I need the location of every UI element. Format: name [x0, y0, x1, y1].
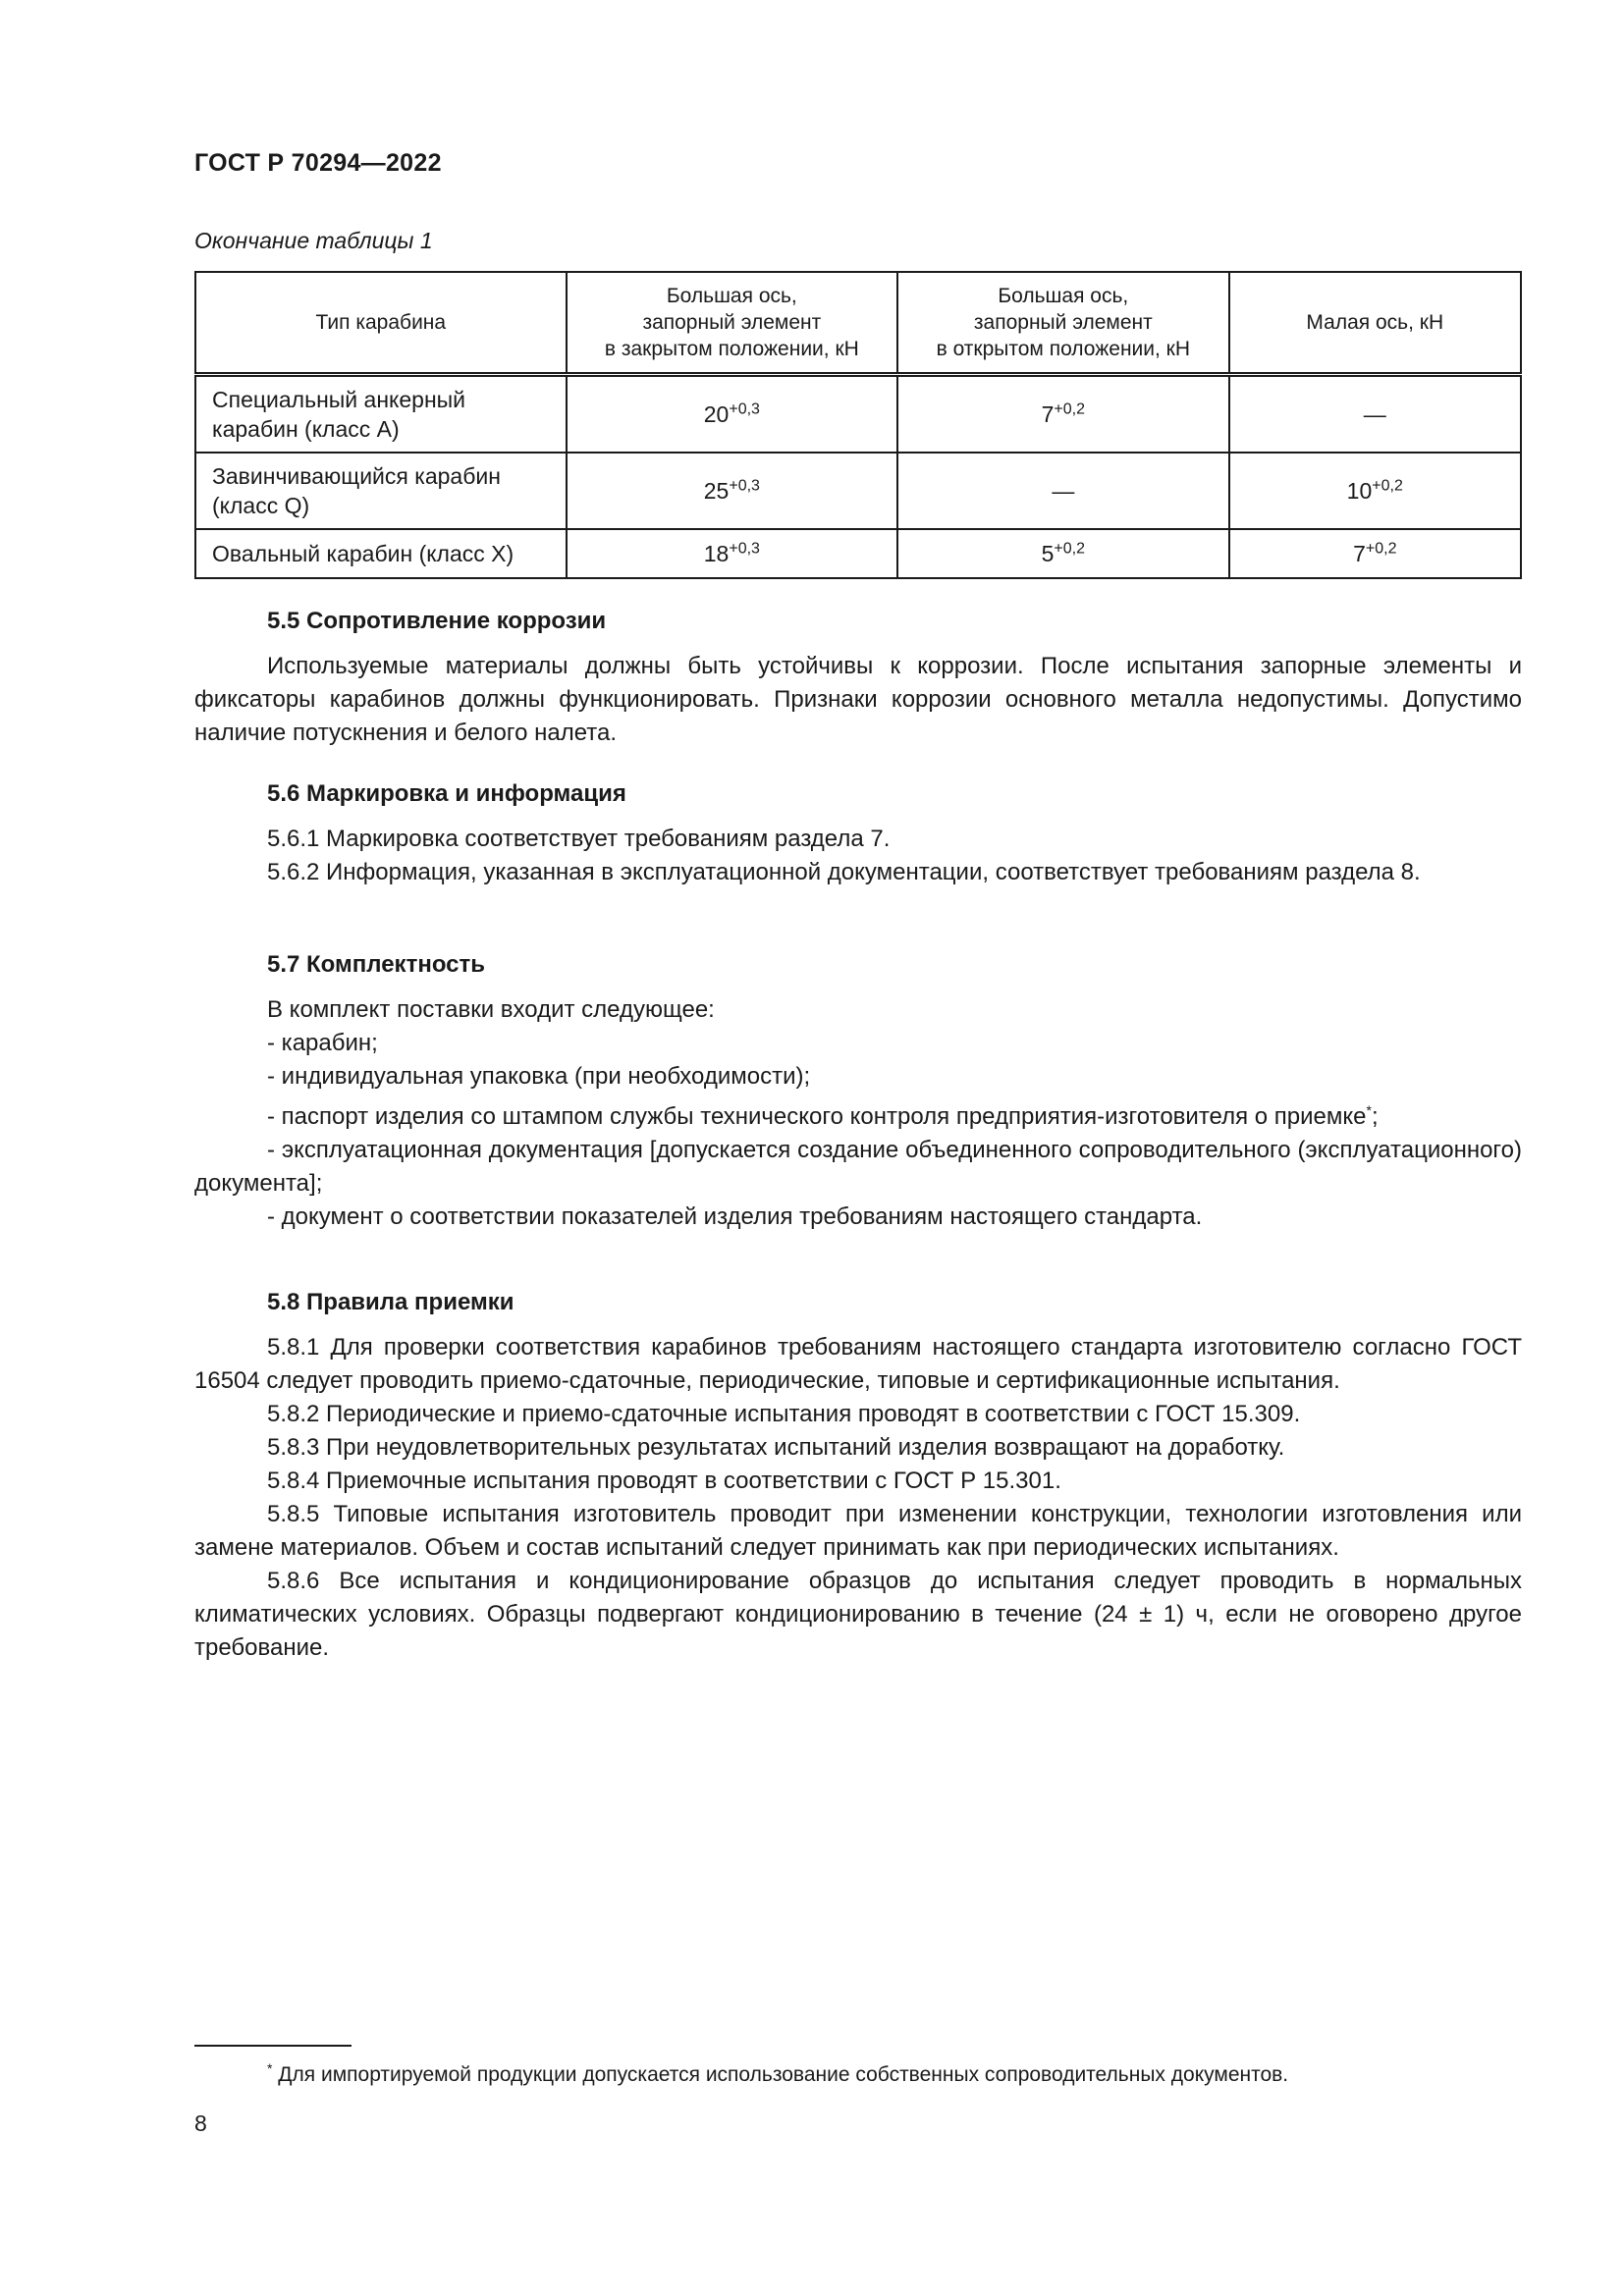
section-paragraph: 5.8.4 Приемочные испытания проводят в соответствии с ГОСТ Р 15.301. — [267, 1468, 1061, 1494]
cell-major-closed: $25^{+0,3}$ — [567, 453, 897, 529]
section-5-8 — [194, 1286, 1522, 1665]
cell-type: Завинчивающийся карабин (класс Q) — [195, 453, 567, 529]
page-number: 8 — [194, 2110, 207, 2136]
cell-type: Овальный карабин (класс X) — [195, 529, 567, 578]
cell-minor: — — [1229, 375, 1521, 454]
table-row — [195, 529, 1521, 578]
section-paragraph: 5.8.2 Периодические и приемо-сдаточные испытания проводят в соответствии с ГОСТ 15.309. — [267, 1401, 1301, 1427]
cell-major-closed: $18^{+0,3}$ — [567, 529, 897, 578]
list-item: - документ о соответствии показателей изделия требованиям настоящего стандарта. — [267, 1203, 1203, 1230]
cell-major-open: $5^{+0,2}$ — [897, 529, 1228, 578]
cell-minor: $7^{+0,2}$ — [1229, 529, 1521, 578]
section-5-7 — [194, 948, 1522, 1234]
footnote-reference: * — [1366, 1102, 1372, 1118]
footnote-mark: * — [267, 2060, 273, 2076]
section-paragraph: 5.8.1 Для проверки соответствия карабинов требованиям настоящего стандарта изготовителю согласно ГОСТ 16504 следует проводить приемо-сдаточные, периодические, типовые и сертификационные испытания. — [194, 1334, 1522, 1394]
footnote-divider — [194, 2045, 352, 2047]
standard-header: ГОСТ Р 70294—2022 — [194, 149, 442, 177]
section-heading: 5.6 Маркировка и информация — [267, 780, 626, 807]
section-paragraph: В комплект поставки входит следующее: — [267, 996, 715, 1023]
section-paragraph: Используемые материалы должны быть устойчивы к коррозии. После испытания запорные элементы и фиксаторы карабинов должны функционировать. Признаки коррозии основного металла недопустимы. Допустимо наличие потускнения и белого налета. — [194, 653, 1522, 746]
section-heading: 5.5 Сопротивление коррозии — [267, 608, 607, 634]
section-5-5 — [194, 605, 1522, 750]
footnote-text: Для импортируемой продукции допускается использование собственных сопроводительных документов. — [278, 2063, 1289, 2086]
section-paragraph: 5.6.2 Информация, указанная в эксплуатационной документации, соответствует требованиям раздела 8. — [267, 859, 1421, 885]
col-header-major-open: Большая ось, запорный элемент в открытом положении, кН — [897, 272, 1228, 375]
cell-type: Специальный анкерный карабин (класс А) — [195, 375, 567, 454]
col-header-type: Тип карабина — [195, 272, 567, 375]
section-paragraph: 5.8.6 Все испытания и кондиционирование образцов до испытания следует проводить в нормальных климатических условиях. Образцы подвергают кондиционированию в течение (24 ± 1) ч, если не оговорено другое требование. — [194, 1568, 1522, 1661]
list-item: - карабин; — [267, 1030, 378, 1056]
cell-major-open: $7^{+0,2}$ — [897, 375, 1228, 454]
section-heading: 5.8 Правила приемки — [267, 1289, 514, 1315]
carabiner-strength-table — [194, 271, 1522, 579]
footnote — [194, 2054, 1522, 2090]
section-paragraph: 5.8.3 При неудовлетворительных результатах испытаний изделия возвращают на доработку. — [267, 1434, 1285, 1461]
cell-major-closed: $20^{+0,3}$ — [567, 375, 897, 454]
table-row — [195, 375, 1521, 454]
list-item: - эксплуатационная документация [допускается создание объединенного сопроводительного (эксплуатационного) документа]; — [194, 1137, 1522, 1197]
section-paragraph: 5.8.5 Типовые испытания изготовитель проводит при изменении конструкции, технологии изготовления или замене материалов. Объем и состав испытаний следует принимать как при периодических испытаниях. — [194, 1501, 1522, 1561]
table-caption: Окончание таблицы 1 — [194, 228, 433, 253]
section-heading: 5.7 Комплектность — [267, 951, 486, 978]
table-header-row — [195, 272, 1521, 375]
section-5-6 — [194, 777, 1522, 889]
table-row — [195, 453, 1521, 529]
cell-minor: $10^{+0,2}$ — [1229, 453, 1521, 529]
col-header-major-closed: Большая ось, запорный элемент в закрытом положении, кН — [567, 272, 897, 375]
cell-major-open: — — [897, 453, 1228, 529]
list-item: - индивидуальная упаковка (при необходимости); — [267, 1063, 811, 1090]
col-header-minor: Малая ось, кН — [1229, 272, 1521, 375]
list-item: - паспорт изделия со штампом службы технического контроля предприятия-изготовителя о приемке*; — [267, 1102, 1379, 1130]
section-paragraph: 5.6.1 Маркировка соответствует требованиям раздела 7. — [267, 826, 891, 852]
